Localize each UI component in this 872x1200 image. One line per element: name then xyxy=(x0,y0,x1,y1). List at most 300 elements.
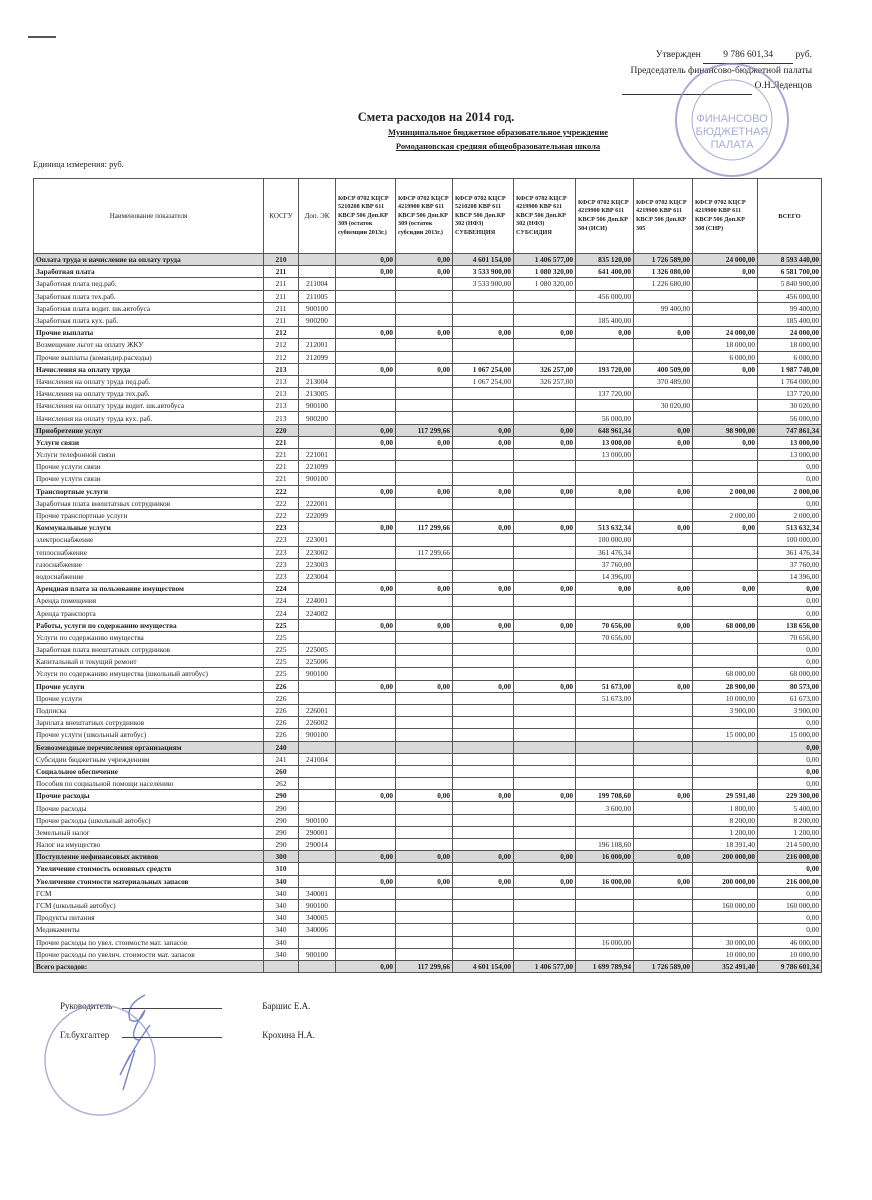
row-value xyxy=(453,449,514,461)
row-value: 648 961,34 xyxy=(576,424,634,436)
row-value xyxy=(453,899,514,911)
row-value: 0,00 xyxy=(693,266,758,278)
table-row xyxy=(34,583,822,595)
row-value: 13 000,00 xyxy=(576,436,634,448)
row-name: Увеличение стоимости материальных запасов xyxy=(34,875,264,887)
row-value xyxy=(514,546,576,558)
row-value xyxy=(453,863,514,875)
row-value xyxy=(576,339,634,351)
row-value: 0,00 xyxy=(396,583,453,595)
row-value xyxy=(336,912,396,924)
table-row xyxy=(34,778,822,790)
row-kosgu: 212 xyxy=(264,351,299,363)
row-value: 28 900,00 xyxy=(693,680,758,692)
row-value xyxy=(453,534,514,546)
row-value xyxy=(634,692,693,704)
row-value: 51 673,00 xyxy=(576,680,634,692)
row-value xyxy=(514,948,576,960)
row-value xyxy=(336,278,396,290)
row-value xyxy=(514,729,576,741)
row-kosgu: 212 xyxy=(264,339,299,351)
row-value xyxy=(693,400,758,412)
row-name: Заработная плата пед.раб. xyxy=(34,278,264,290)
row-kosgu: 226 xyxy=(264,717,299,729)
row-value xyxy=(514,449,576,461)
row-value xyxy=(336,388,396,400)
table-row xyxy=(34,875,822,887)
row-dop-ek: 213005 xyxy=(299,388,336,400)
row-dop-ek: 340001 xyxy=(299,887,336,899)
row-value: 0,00 xyxy=(396,790,453,802)
row-total: 46 000,00 xyxy=(758,936,822,948)
row-total: 0,00 xyxy=(758,656,822,668)
row-dop-ek: 211005 xyxy=(299,290,336,302)
row-value xyxy=(693,314,758,326)
row-value xyxy=(453,339,514,351)
table-row xyxy=(34,278,822,290)
row-value xyxy=(453,631,514,643)
row-kosgu: 213 xyxy=(264,375,299,387)
table-row xyxy=(34,680,822,692)
row-name: Увеличение стоимость основных средств xyxy=(34,863,264,875)
org-line-1: Муниципальное бюджетное образовательное учреждение xyxy=(388,127,608,137)
row-name: Приобретение услуг xyxy=(34,424,264,436)
row-kosgu: 225 xyxy=(264,631,299,643)
row-value xyxy=(453,400,514,412)
row-value xyxy=(396,607,453,619)
row-kosgu: 211 xyxy=(264,302,299,314)
row-value: 1 800,00 xyxy=(693,802,758,814)
row-value: 1 726 589,00 xyxy=(634,960,693,972)
row-value xyxy=(634,899,693,911)
row-name: Продукты питания xyxy=(34,912,264,924)
row-dop-ek: 900100 xyxy=(299,400,336,412)
row-value: 1 067 254,00 xyxy=(453,375,514,387)
row-value xyxy=(634,948,693,960)
row-value xyxy=(396,388,453,400)
row-value xyxy=(693,863,758,875)
col-name: Наименование показателя xyxy=(34,179,264,254)
row-kosgu: 340 xyxy=(264,936,299,948)
row-value: 1 067 254,00 xyxy=(453,363,514,375)
row-value xyxy=(514,400,576,412)
row-value: 0,00 xyxy=(336,436,396,448)
row-value xyxy=(453,314,514,326)
row-value: 0,00 xyxy=(514,424,576,436)
table-row xyxy=(34,436,822,448)
row-value xyxy=(514,741,576,753)
row-value xyxy=(336,375,396,387)
row-value xyxy=(634,290,693,302)
row-name: Начисления на оплату труда xyxy=(34,363,264,375)
row-value xyxy=(453,778,514,790)
row-value xyxy=(693,912,758,924)
row-value xyxy=(514,765,576,777)
row-value xyxy=(514,473,576,485)
row-value xyxy=(576,887,634,899)
row-kosgu: 210 xyxy=(264,254,299,266)
row-value xyxy=(453,729,514,741)
row-name: Капитальный и текущий ремонт xyxy=(34,656,264,668)
row-value: 3 900,00 xyxy=(693,704,758,716)
row-value xyxy=(634,644,693,656)
row-value xyxy=(634,912,693,924)
row-name: Арендная плата за пользование имуществом xyxy=(34,583,264,595)
row-value xyxy=(396,534,453,546)
row-value xyxy=(514,497,576,509)
table-row xyxy=(34,449,822,461)
row-value xyxy=(453,570,514,582)
row-value xyxy=(396,497,453,509)
row-value: 0,00 xyxy=(336,583,396,595)
row-value: 0,00 xyxy=(396,254,453,266)
row-dop-ek: 222001 xyxy=(299,497,336,509)
row-value xyxy=(634,631,693,643)
row-value: 51 673,00 xyxy=(576,692,634,704)
row-value: 10 000,00 xyxy=(693,692,758,704)
row-value: 0,00 xyxy=(693,583,758,595)
row-value: 0,00 xyxy=(634,424,693,436)
row-value xyxy=(634,473,693,485)
row-kosgu: 211 xyxy=(264,290,299,302)
row-value xyxy=(634,936,693,948)
row-value xyxy=(514,899,576,911)
table-row xyxy=(34,863,822,875)
row-value: 1 200,00 xyxy=(693,826,758,838)
row-kosgu: 240 xyxy=(264,741,299,753)
row-total: 5 400,00 xyxy=(758,802,822,814)
row-dop-ek: 900100 xyxy=(299,473,336,485)
row-value: 0,00 xyxy=(336,790,396,802)
table-row xyxy=(34,522,822,534)
row-kosgu: 290 xyxy=(264,839,299,851)
row-kosgu xyxy=(264,960,299,972)
table-row xyxy=(34,936,822,948)
row-value xyxy=(693,924,758,936)
row-value: 1 406 577,00 xyxy=(514,960,576,972)
row-value xyxy=(336,449,396,461)
row-value xyxy=(336,936,396,948)
row-value xyxy=(693,717,758,729)
row-value xyxy=(634,753,693,765)
table-body xyxy=(34,254,822,973)
row-value xyxy=(634,668,693,680)
row-value xyxy=(336,509,396,521)
row-value xyxy=(693,497,758,509)
row-name: Аренда транспорта xyxy=(34,607,264,619)
row-dop-ek: 340005 xyxy=(299,912,336,924)
row-value xyxy=(634,497,693,509)
row-kosgu: 290 xyxy=(264,814,299,826)
row-value xyxy=(396,729,453,741)
row-name: Начисления на оплату труда кух. раб. xyxy=(34,412,264,424)
row-value xyxy=(453,704,514,716)
row-kosgu: 223 xyxy=(264,546,299,558)
row-total: 513 632,34 xyxy=(758,522,822,534)
signature-mark xyxy=(120,995,150,1090)
row-kosgu: 340 xyxy=(264,924,299,936)
row-name: Заработная плата внештатных сотрудников xyxy=(34,497,264,509)
table-row xyxy=(34,363,822,375)
row-value xyxy=(453,753,514,765)
row-total: 0,00 xyxy=(758,912,822,924)
row-value xyxy=(514,936,576,948)
row-name: Поступление нефинансовых активов xyxy=(34,851,264,863)
row-value xyxy=(634,814,693,826)
row-value: 0,00 xyxy=(514,619,576,631)
row-value xyxy=(396,473,453,485)
row-value xyxy=(336,948,396,960)
row-value xyxy=(514,631,576,643)
row-value xyxy=(693,461,758,473)
row-kosgu: 222 xyxy=(264,509,299,521)
row-total: 0,00 xyxy=(758,765,822,777)
table-row xyxy=(34,400,822,412)
row-total: 6 581 700,00 xyxy=(758,266,822,278)
row-value xyxy=(453,912,514,924)
row-dop-ek: 340006 xyxy=(299,924,336,936)
row-value xyxy=(693,278,758,290)
row-dop-ek xyxy=(299,851,336,863)
table-row xyxy=(34,704,822,716)
row-value xyxy=(336,595,396,607)
row-value: 70 656,00 xyxy=(576,619,634,631)
row-total: 6 000,00 xyxy=(758,351,822,363)
row-name: Начисления на оплату труда водит. шк.автобуса xyxy=(34,400,264,412)
row-value xyxy=(576,461,634,473)
row-value xyxy=(336,839,396,851)
row-value xyxy=(396,558,453,570)
approval-label: Утвержден xyxy=(655,50,701,60)
row-value xyxy=(693,302,758,314)
row-kosgu: 211 xyxy=(264,266,299,278)
row-value xyxy=(336,314,396,326)
row-value xyxy=(693,765,758,777)
row-dop-ek xyxy=(299,583,336,595)
row-kosgu: 222 xyxy=(264,497,299,509)
row-dop-ek xyxy=(299,485,336,497)
row-value xyxy=(396,314,453,326)
row-kosgu: 223 xyxy=(264,522,299,534)
row-kosgu: 226 xyxy=(264,704,299,716)
row-value xyxy=(634,339,693,351)
row-name: Прочие транспортные услуги xyxy=(34,509,264,521)
row-value xyxy=(336,644,396,656)
row-name: Пособия по социальной помощи населению xyxy=(34,778,264,790)
row-total: 216 000,00 xyxy=(758,875,822,887)
col-code: КФСР 0702 КЦСР 4219900 КВР 611 КВСР 506 Доп.КР 304 (ИСИ) xyxy=(576,179,634,254)
row-value xyxy=(514,839,576,851)
row-value: 0,00 xyxy=(336,363,396,375)
row-total: 0,00 xyxy=(758,497,822,509)
row-total: 15 000,00 xyxy=(758,729,822,741)
row-value xyxy=(336,351,396,363)
row-value xyxy=(396,948,453,960)
row-value xyxy=(576,729,634,741)
row-total: 68 000,00 xyxy=(758,668,822,680)
row-value xyxy=(336,400,396,412)
row-value xyxy=(453,546,514,558)
row-dop-ek: 224001 xyxy=(299,595,336,607)
row-value: 0,00 xyxy=(514,522,576,534)
row-value xyxy=(336,302,396,314)
row-dop-ek: 241004 xyxy=(299,753,336,765)
row-dop-ek xyxy=(299,960,336,972)
row-value xyxy=(634,534,693,546)
row-kosgu: 340 xyxy=(264,875,299,887)
table-row xyxy=(34,826,822,838)
row-value xyxy=(336,290,396,302)
row-dop-ek xyxy=(299,266,336,278)
org-line-2: Ромодановская средняя общеобразовательная школа xyxy=(395,141,601,151)
row-value xyxy=(453,595,514,607)
row-value: 137 720,00 xyxy=(576,388,634,400)
row-value: 117 299,66 xyxy=(396,424,453,436)
row-total: 9 786 601,34 xyxy=(758,960,822,972)
row-value xyxy=(693,570,758,582)
row-value xyxy=(396,509,453,521)
row-total: 229 300,00 xyxy=(758,790,822,802)
row-value xyxy=(576,704,634,716)
row-value xyxy=(576,302,634,314)
row-value xyxy=(576,656,634,668)
row-value xyxy=(693,887,758,899)
row-value xyxy=(336,656,396,668)
row-dop-ek xyxy=(299,790,336,802)
row-value xyxy=(634,595,693,607)
row-kosgu: 221 xyxy=(264,449,299,461)
row-value: 100 000,00 xyxy=(576,534,634,546)
row-value xyxy=(576,607,634,619)
row-total: 0,00 xyxy=(758,607,822,619)
row-value xyxy=(576,899,634,911)
row-dop-ek xyxy=(299,692,336,704)
row-value xyxy=(576,717,634,729)
row-value: 326 257,00 xyxy=(514,363,576,375)
row-kosgu: 241 xyxy=(264,753,299,765)
row-total: 456 000,00 xyxy=(758,290,822,302)
row-value xyxy=(396,839,453,851)
row-dop-ek: 223001 xyxy=(299,534,336,546)
row-value xyxy=(514,753,576,765)
row-value xyxy=(576,814,634,826)
row-value xyxy=(336,558,396,570)
row-value xyxy=(514,607,576,619)
row-dop-ek xyxy=(299,522,336,534)
row-value xyxy=(396,302,453,314)
row-name: водоснабжение xyxy=(34,570,264,582)
row-value xyxy=(453,802,514,814)
col-code: КФСР 0702 КЦСР 4219900 КВР 611 КВСР 506 Доп.КР 302 (НФЗ) СУБСИДИЯ xyxy=(514,179,576,254)
row-value: 0,00 xyxy=(453,790,514,802)
row-dop-ek xyxy=(299,936,336,948)
row-value xyxy=(453,924,514,936)
row-value: 456 000,00 xyxy=(576,290,634,302)
row-name: Прочие услуги связи xyxy=(34,461,264,473)
row-value: 0,00 xyxy=(396,875,453,887)
row-value xyxy=(453,290,514,302)
row-value xyxy=(396,899,453,911)
row-value: 0,00 xyxy=(336,327,396,339)
row-name: Прочие услуги связи xyxy=(34,473,264,485)
row-value: 99 400,00 xyxy=(634,302,693,314)
row-dop-ek: 212099 xyxy=(299,351,336,363)
row-value xyxy=(396,412,453,424)
row-value xyxy=(396,278,453,290)
row-value xyxy=(514,644,576,656)
row-total: 56 000,00 xyxy=(758,412,822,424)
row-value: 18 391,40 xyxy=(693,839,758,851)
row-value xyxy=(453,887,514,899)
row-value xyxy=(514,534,576,546)
row-value xyxy=(396,375,453,387)
row-value xyxy=(576,863,634,875)
row-value xyxy=(336,741,396,753)
row-name: Социальное обеспечение xyxy=(34,765,264,777)
row-value: 0,00 xyxy=(453,522,514,534)
row-name: Заработная плата водит. шк.автобуса xyxy=(34,302,264,314)
row-kosgu: 224 xyxy=(264,583,299,595)
row-name: Прочие расходы по увелич. стоимости мат. запасов xyxy=(34,948,264,960)
row-value xyxy=(514,692,576,704)
row-kosgu: 340 xyxy=(264,887,299,899)
row-value xyxy=(453,717,514,729)
row-value: 0,00 xyxy=(336,619,396,631)
row-name: ГСМ (школьный автобус) xyxy=(34,899,264,911)
row-value xyxy=(453,473,514,485)
row-value xyxy=(693,631,758,643)
row-name: Прочие расходы (школьный автобус) xyxy=(34,814,264,826)
row-total: 747 861,34 xyxy=(758,424,822,436)
row-value xyxy=(634,656,693,668)
row-name: Возмещение льгот на оплату ЖКУ xyxy=(34,339,264,351)
row-value xyxy=(396,887,453,899)
row-value: 1 406 577,00 xyxy=(514,254,576,266)
row-value xyxy=(453,351,514,363)
budget-table xyxy=(33,178,822,973)
row-value xyxy=(453,656,514,668)
row-value: 30 020,00 xyxy=(634,400,693,412)
row-value: 98 900,00 xyxy=(693,424,758,436)
row-value: 24 000,00 xyxy=(693,327,758,339)
row-total: 80 573,00 xyxy=(758,680,822,692)
row-total: 18 000,00 xyxy=(758,339,822,351)
row-kosgu: 290 xyxy=(264,790,299,802)
row-name: Земельный налог xyxy=(34,826,264,838)
row-value: 0,00 xyxy=(514,875,576,887)
row-kosgu: 212 xyxy=(264,327,299,339)
row-kosgu: 211 xyxy=(264,278,299,290)
row-total: 24 000,00 xyxy=(758,327,822,339)
table-row xyxy=(34,717,822,729)
row-value xyxy=(634,704,693,716)
row-value: 0,00 xyxy=(396,851,453,863)
row-value xyxy=(693,290,758,302)
row-dop-ek: 226002 xyxy=(299,717,336,729)
row-value xyxy=(576,668,634,680)
table-row xyxy=(34,765,822,777)
accountant-name: Крохина Н.А. xyxy=(262,1030,315,1040)
table-row xyxy=(34,546,822,558)
row-total: 99 400,00 xyxy=(758,302,822,314)
row-value: 352 491,40 xyxy=(693,960,758,972)
row-value: 15 000,00 xyxy=(693,729,758,741)
row-dop-ek: 900100 xyxy=(299,302,336,314)
row-value: 0,00 xyxy=(396,363,453,375)
signature-stamp xyxy=(40,990,200,1130)
row-kosgu: 224 xyxy=(264,607,299,619)
table-row xyxy=(34,424,822,436)
